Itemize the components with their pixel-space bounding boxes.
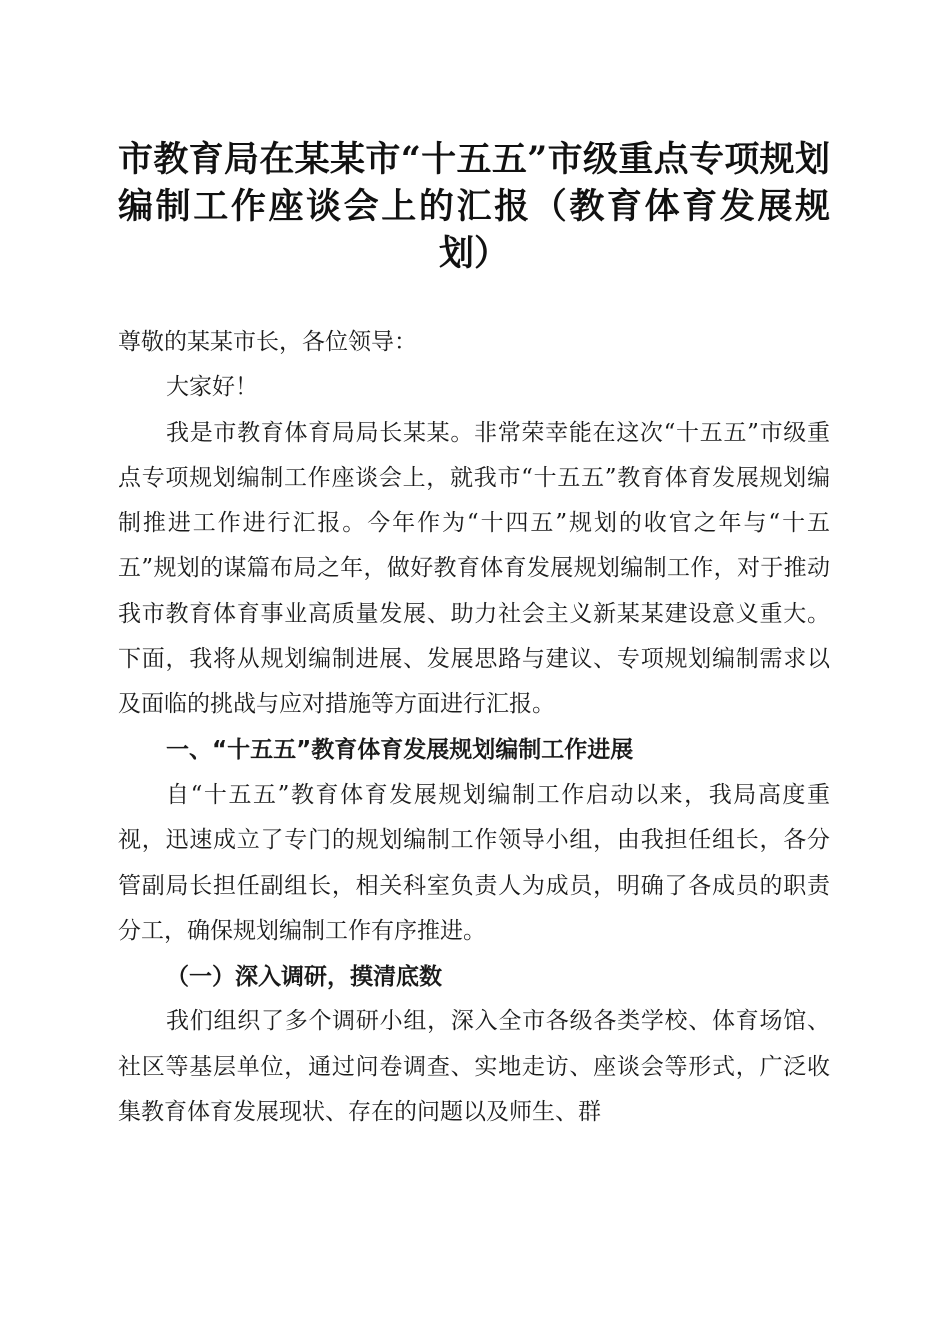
greeting: 大家好！ [166, 374, 258, 401]
subsection-paragraph: 我们组织了多个调研小组，深入全市各级各类学校、体育场馆、社区等基层单位，通过问卷调查、实地走访、座谈会等形式，广泛收集教育体育发展现状、存在的问题以及师生、群 [118, 1008, 830, 1126]
section-heading: 一、“十五五”教育体育发展规划编制工作进展 [166, 736, 634, 763]
subsection-heading: （一）深入调研，摸清底数 [166, 963, 442, 991]
intro-paragraph: 我是市教育体育局局长某某。非常荣幸能在这次“十五五”市级重点专项规划编制工作座谈会上，就我市“十五五”教育体育发展规划编制推进工作进行汇报。今年作为“十四五”规划的收官之年与“十五五”规划的谋篇布局之年，做好教育体育发展规划编制工作，对于推动我市教育体育事业高质量发展、助力社会主义新某某建设意义重大。下面，我将从规划编制进展、发展思路与建议、专项规划编制需求以及面临的挑战与应对措施等方面进行汇报。 [118, 419, 830, 718]
document-body [118, 320, 830, 1135]
salutation: 尊敬的某某市长，各位领导： [118, 329, 417, 355]
section-paragraph: 自“十五五”教育体育发展规划编制工作启动以来，我局高度重视，迅速成立了专门的规划编制工作领导小组，由我担任组长，各分管副局长担任副组长，相关科室负责人为成员，明确了各成员的职责分工，确保规划编制工作有序推进。 [118, 781, 830, 944]
document-title: 市教育局在某某市“十五五”市级重点专项规划编制工作座谈会上的汇报（教育体育发展规划） [118, 139, 830, 274]
